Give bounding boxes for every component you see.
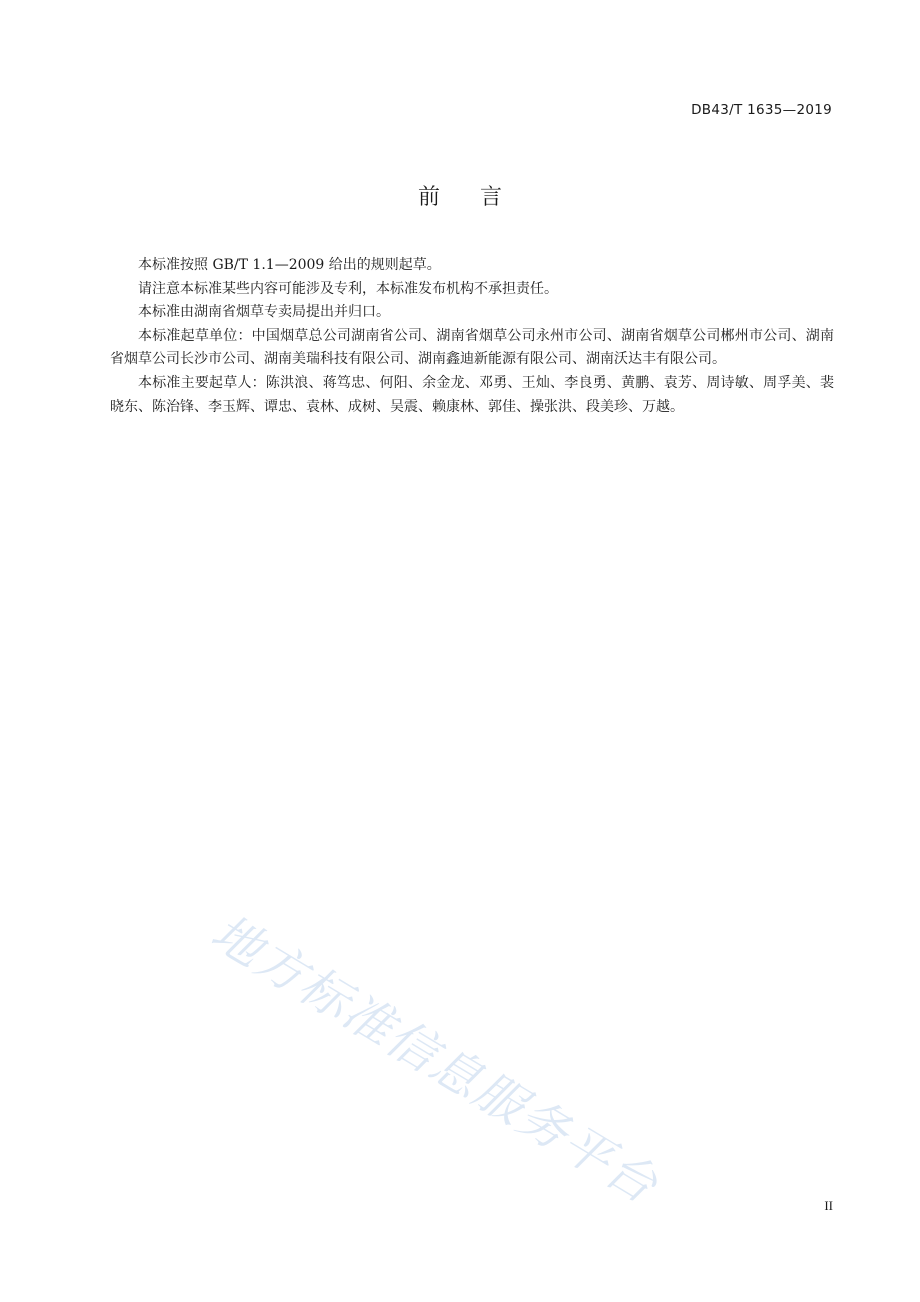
foreword-body — [110, 254, 834, 419]
page-title: 前言 — [417, 185, 542, 210]
watermark: 地方标准信息服务平台 — [201, 903, 669, 1216]
paragraph-patent-notice: 请注意本标准某些内容可能涉及专利，本标准发布机构不承担责任。 — [138, 280, 558, 297]
paragraph-drafting-units: 本标准起草单位：中国烟草总公司湖南省公司、湖南省烟草公司永州市公司、湖南省烟草公司郴州市公司、湖南省烟草公司长沙市公司、湖南美瑞科技有限公司、湖南鑫迪新能源有限公司、湖南沃达丰有限公司。 — [110, 327, 834, 368]
paragraph-drafters: 本标准主要起草人：陈洪浪、蒋笃忠、何阳、余金龙、邓勇、王灿、李良勇、黄鹏、袁芳、周诗敏、周孚美、裴晓东、陈治锋、李玉辉、谭忠、袁林、成树、吴震、赖康林、郭佳、操张洪、段美珍、万越。 — [110, 374, 834, 415]
page-number: II — [824, 1198, 833, 1213]
paragraph-drafting-rules: 本标准按照 GB/T 1.1—2009 给出的规则起草。 — [138, 257, 441, 273]
paragraph-proposer: 本标准由湖南省烟草专卖局提出并归口。 — [138, 304, 390, 321]
document-code: DB43/T 1635—2019 — [691, 102, 832, 118]
